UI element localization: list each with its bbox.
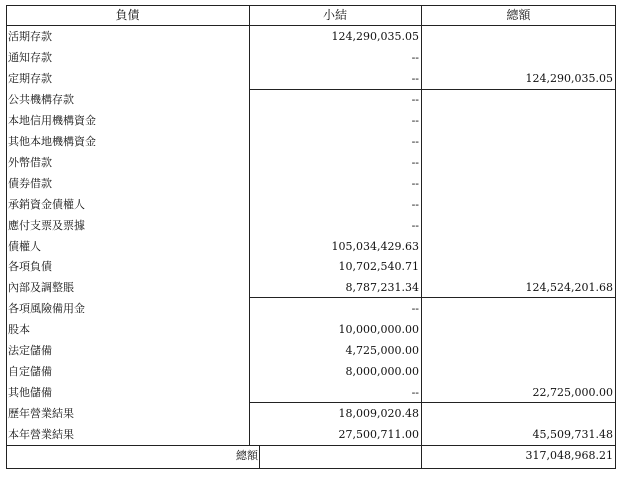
row-subtotal: 124,290,035.05 — [331, 30, 419, 43]
table-right-border — [615, 5, 616, 469]
row-subtotal: -- — [411, 198, 419, 211]
row-label: 各項負債 — [8, 260, 52, 273]
row-subtotal: 10,702,540.71 — [338, 260, 419, 273]
row-total — [421, 173, 613, 194]
balance-sheet-table — [6, 5, 616, 469]
row-total — [421, 319, 613, 340]
header-liabilities: 負債 — [115, 8, 140, 22]
row-subtotal: -- — [411, 386, 419, 399]
row-total — [421, 131, 613, 152]
row-label: 債券借款 — [8, 177, 52, 190]
row-total — [421, 152, 613, 173]
row-total — [421, 361, 613, 382]
row-total — [421, 215, 613, 236]
row-total — [421, 236, 613, 257]
row-label: 承銷資金債權人 — [8, 198, 85, 211]
row-total — [421, 403, 613, 424]
row-label: 其他本地機構資金 — [8, 135, 96, 148]
row-subtotal: -- — [411, 135, 419, 148]
row-subtotal: 8,000,000.00 — [345, 365, 419, 378]
row-total — [421, 298, 613, 319]
row-label: 活期存款 — [8, 30, 52, 43]
row-subtotal: -- — [411, 51, 419, 64]
header-subtotal: 小結 — [322, 8, 347, 22]
row-subtotal: -- — [411, 219, 419, 232]
row-label: 定期存款 — [8, 72, 52, 85]
row-total: 124,524,201.68 — [525, 281, 613, 294]
table-left-border — [6, 5, 7, 469]
row-label: 本年營業結果 — [8, 428, 74, 441]
row-total: 22,725,000.00 — [532, 386, 613, 399]
row-subtotal: -- — [411, 302, 419, 315]
grand-total-value: 317,048,968.21 — [525, 449, 613, 462]
row-label: 其他儲備 — [8, 386, 52, 399]
row-subtotal: 27,500,711.00 — [338, 428, 419, 441]
row-label: 公共機構存款 — [8, 93, 74, 106]
row-total — [421, 256, 613, 277]
row-subtotal: -- — [411, 177, 419, 190]
column-divider-footer — [259, 445, 260, 469]
row-subtotal: -- — [411, 93, 419, 106]
row-total — [421, 89, 613, 110]
row-label: 債權人 — [8, 240, 41, 253]
row-label: 外幣借款 — [8, 156, 52, 169]
row-total: 45,509,731.48 — [532, 428, 613, 441]
row-label: 歷年營業結果 — [8, 407, 74, 420]
header-total: 總額 — [506, 8, 531, 22]
row-subtotal: 105,034,429.63 — [331, 240, 419, 253]
row-label: 自定儲備 — [8, 365, 52, 378]
row-total — [421, 194, 613, 215]
row-label: 各項風險備用金 — [8, 302, 85, 315]
row-label: 本地信用機構資金 — [8, 114, 96, 127]
row-subtotal: 8,787,231.34 — [345, 281, 419, 294]
row-subtotal: 18,009,020.48 — [338, 407, 419, 420]
row-subtotal: 4,725,000.00 — [345, 344, 419, 357]
row-total — [421, 110, 613, 131]
row-total — [421, 47, 613, 68]
row-total: 124,290,035.05 — [525, 72, 613, 85]
column-divider-1 — [249, 5, 250, 445]
row-subtotal: -- — [411, 72, 419, 85]
row-subtotal: -- — [411, 114, 419, 127]
row-subtotal: -- — [411, 156, 419, 169]
row-label: 股本 — [8, 323, 30, 336]
grand-total-label: 總額 — [236, 449, 258, 462]
row-total — [421, 340, 613, 361]
row-label: 通知存款 — [8, 51, 52, 64]
row-total — [421, 26, 613, 47]
table-bottom-border — [6, 468, 616, 469]
row-label: 應付支票及票據 — [8, 219, 85, 232]
row-subtotal: 10,000,000.00 — [338, 323, 419, 336]
row-label: 內部及調整賬 — [8, 281, 74, 294]
row-label: 法定儲備 — [8, 344, 52, 357]
